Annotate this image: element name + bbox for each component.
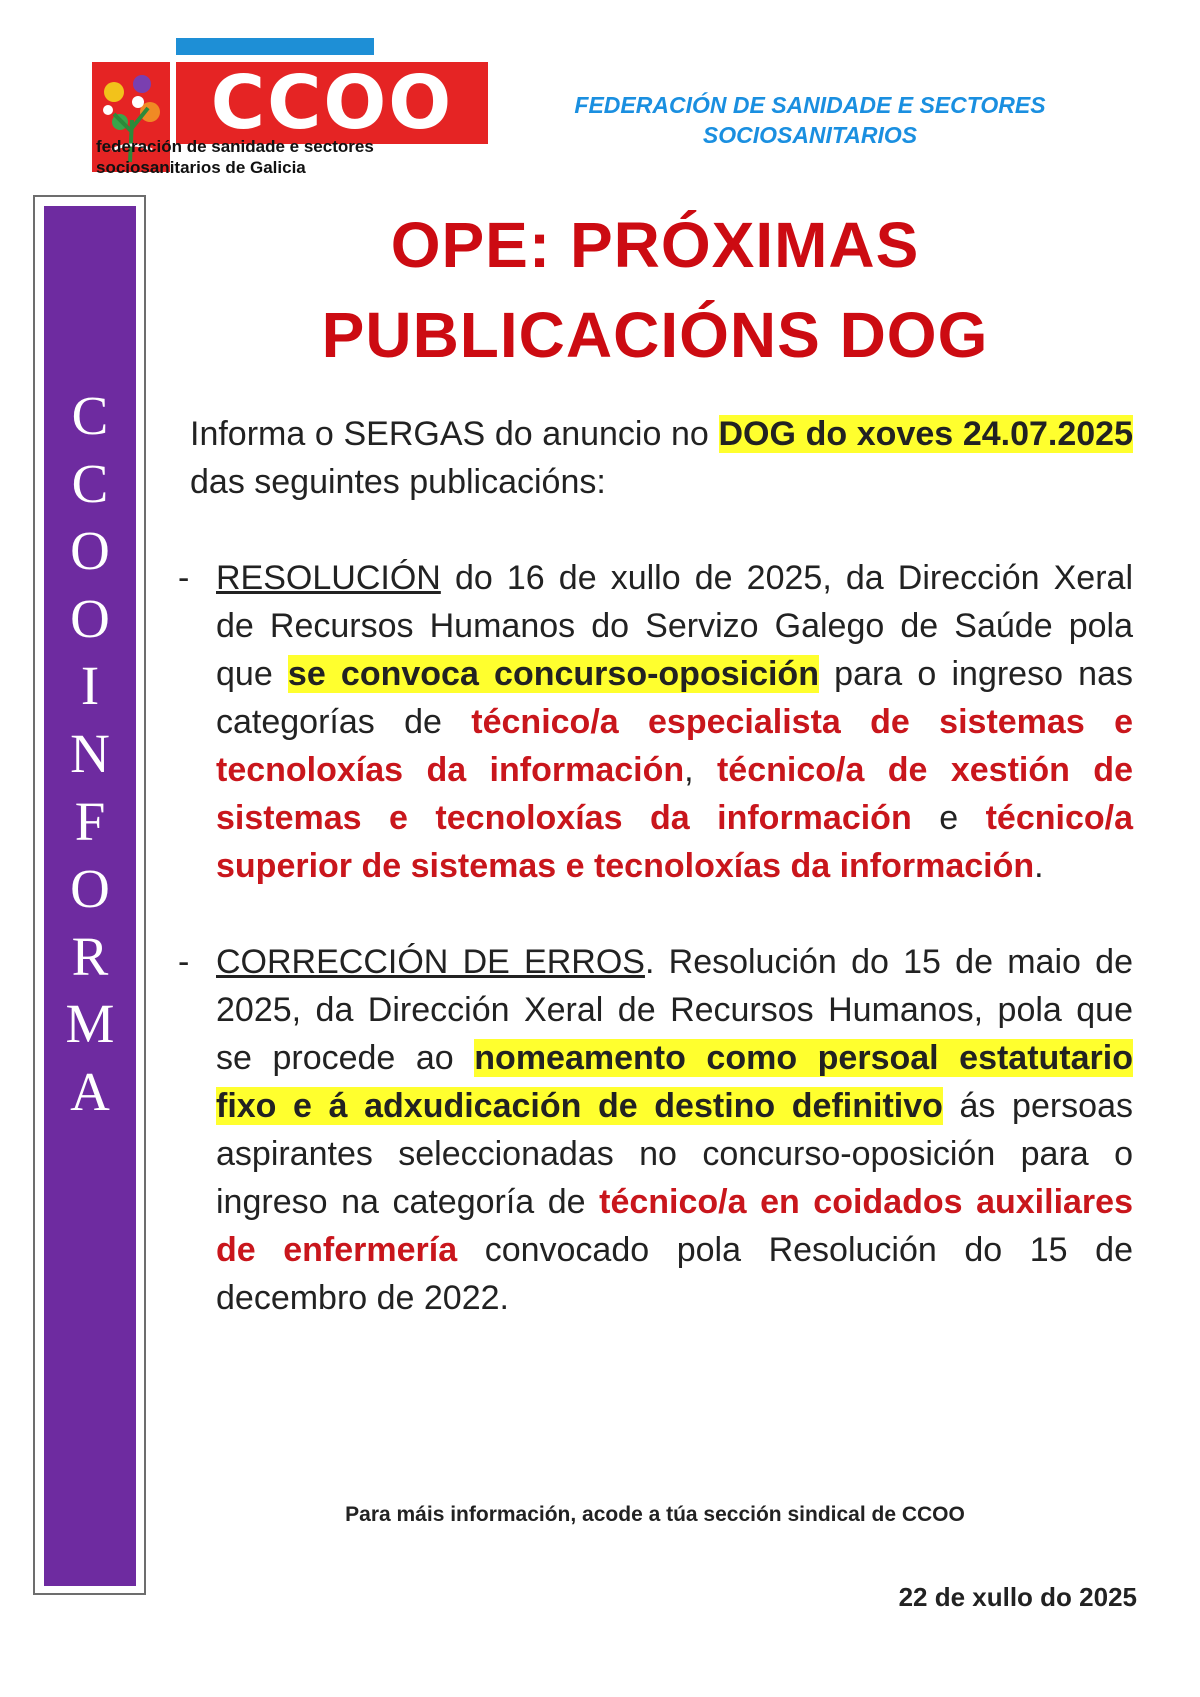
side-letter: O — [70, 520, 110, 582]
ccoo-logo — [92, 38, 454, 188]
logo-federation-text — [96, 136, 436, 178]
side-letter: O — [70, 858, 110, 920]
main-content — [178, 410, 1133, 1370]
item1-text-5: . — [1034, 847, 1044, 885]
intro-text-2: das seguintes publicacións: — [190, 463, 606, 501]
side-letter: F — [74, 790, 106, 852]
item1-category-2: técnico/a de xestión de sistemas e tecnoloxías da información — [216, 751, 1133, 837]
side-letter: C — [71, 452, 109, 514]
federation-heading — [480, 90, 1140, 150]
side-letter: C — [71, 385, 109, 446]
item2-text-1: . Resolución do 15 de maio de 2025, da Dirección Xeral de Recursos Humanos, pola que se procede ao — [216, 943, 1133, 1077]
bullet-dash: - — [178, 943, 190, 981]
intro-paragraph — [190, 410, 1133, 506]
item1-text-3: , — [684, 751, 717, 789]
title-line-2: PUBLICACIÓNS DOG — [321, 299, 989, 371]
federation-line-1: FEDERACIÓN DE SANIDADE E SECTORES — [574, 92, 1046, 118]
logo-subtitle-line-1: federación de sanidade e sectores — [96, 137, 374, 156]
federation-line-2: SOCIOSANITARIOS — [702, 122, 918, 148]
side-letter: N — [70, 722, 110, 784]
logo-wordmark: CCOO — [176, 62, 488, 144]
item1-category-3: técnico/a superior de sistemas e tecnoloxías da información — [216, 799, 1133, 885]
item2-text-3: convocado pola Resolución do 15 de decembro de 2022. — [216, 1231, 1133, 1317]
item2-heading: CORRECCIÓN DE ERROS — [216, 943, 645, 981]
page-title — [190, 200, 1120, 380]
item1-highlight: se convoca concurso-oposición — [287, 655, 819, 693]
title-line-1: OPE: PRÓXIMAS — [390, 209, 920, 281]
logo-subtitle-line-2: sociosanitarios de Galicia — [96, 158, 306, 177]
intro-text-1: Informa o SERGAS do anuncio no — [190, 415, 719, 453]
side-banner-text — [44, 382, 136, 1126]
side-letter: O — [70, 587, 110, 649]
bullet-dash: - — [178, 559, 190, 597]
item1-text-1: do 16 de xullo de 2025, da Dirección Xeral de Recursos Humanos do Servizo Galego de Saúde pola que — [216, 559, 1133, 693]
item2-highlight: nomeamento como persoal estatutario fixo e á adxudicación de destino definitivo — [216, 1039, 1133, 1125]
item1-heading: RESOLUCIÓN — [216, 559, 441, 597]
list-item-correccion — [178, 938, 1133, 1322]
logo-blue-bar — [176, 38, 374, 55]
side-letter: I — [80, 655, 100, 717]
side-letter: M — [65, 993, 115, 1055]
footer-note: Para máis información, acode a túa sección sindical de CCOO — [345, 1503, 965, 1526]
side-letter: R — [71, 925, 109, 987]
list-item-resolucion — [178, 554, 1133, 890]
intro-highlight: DOG do xoves 24.07.2025 — [718, 415, 1133, 453]
publication-date: 22 de xullo do 2025 — [898, 1582, 1137, 1612]
item1-category-1: técnico/a especialista de sistemas e tecnoloxías da información — [216, 703, 1133, 789]
item1-text-2: para o ingreso nas categorías de — [216, 655, 1133, 741]
item1-text-4: e — [911, 799, 986, 837]
side-letter: A — [70, 1060, 110, 1122]
item2-category: técnico/a en coidados auxiliares de enfermería — [216, 1183, 1133, 1269]
item2-text-2: ás persoas aspirantes seleccionadas no concurso-oposición para o ingreso na categoría de — [216, 1087, 1133, 1221]
